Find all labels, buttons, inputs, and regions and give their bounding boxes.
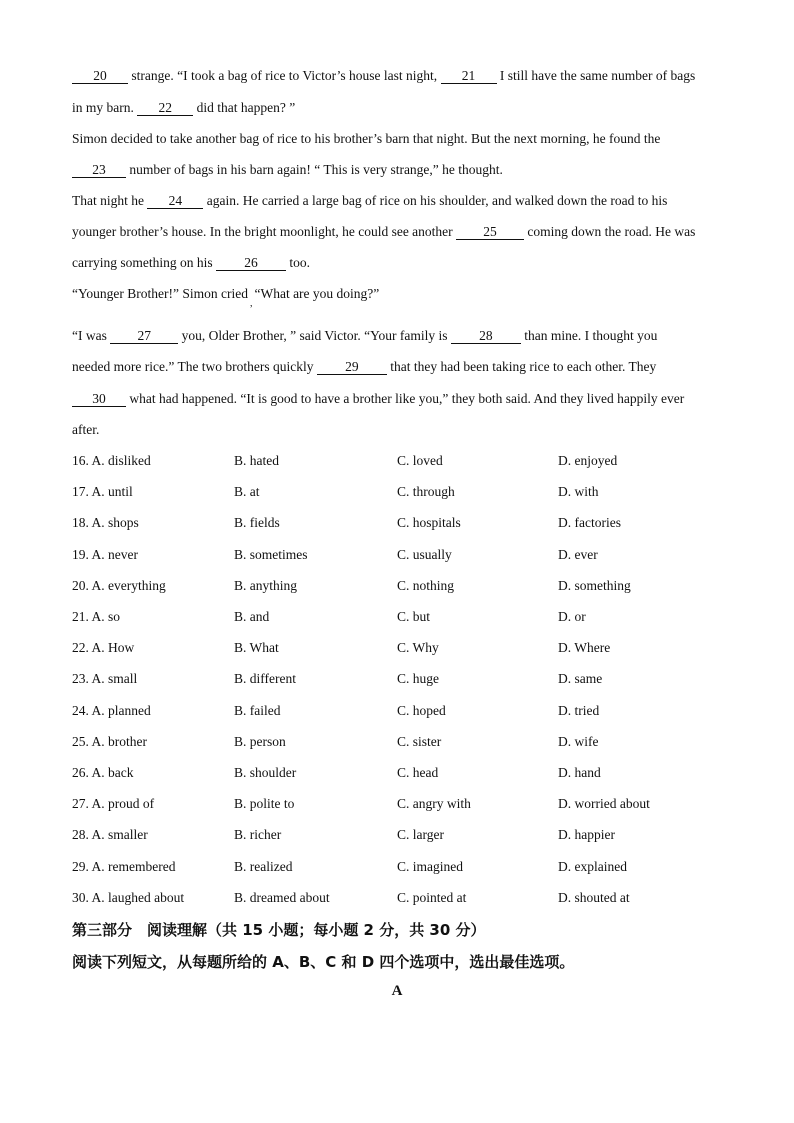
passage-line: “Younger Brother!” Simon cried$_,$“What are you doing?”: [72, 286, 380, 309]
passage-line: in my barn. 22 did that happen? ”: [72, 100, 296, 115]
option-d[interactable]: D. with: [558, 484, 599, 500]
option-b[interactable]: B. hated: [234, 453, 279, 468]
option-a[interactable]: 29. A. remembered: [72, 858, 176, 874]
option-b[interactable]: B. different: [234, 671, 296, 687]
question-number: 28.: [72, 827, 89, 843]
question-number: 16.: [72, 453, 89, 468]
blank-22[interactable]: 22: [137, 101, 193, 116]
passage-line: 20 strange. “I took a bag of rice to Victor’s house last night, 21 I still have the same number of bags: [72, 68, 695, 84]
option-c[interactable]: C. hospitals: [397, 515, 461, 531]
option-d[interactable]: D. hand: [558, 765, 601, 780]
option-d[interactable]: D. tried: [558, 702, 600, 718]
question-number: 26.: [72, 765, 89, 780]
question-number: 18.: [72, 515, 89, 531]
option-d[interactable]: D. wife: [558, 733, 599, 749]
section-heading: 第三部分 阅读理解（共 15 小题；每小题 2 分，共 30 分）: [72, 921, 486, 939]
option-d[interactable]: D. enjoyed: [558, 453, 618, 468]
option-a[interactable]: 16. A. disliked: [72, 453, 151, 468]
option-c[interactable]: C. head: [397, 765, 439, 780]
option-a[interactable]: 23. A. small: [72, 671, 138, 687]
option-a[interactable]: 19. A. never: [72, 546, 138, 562]
blank-28[interactable]: 28: [451, 329, 521, 344]
option-b[interactable]: B. anything: [234, 577, 297, 593]
option-d[interactable]: D. factories: [558, 515, 621, 531]
question-number: 24.: [72, 702, 89, 718]
option-d[interactable]: D. or: [558, 609, 586, 624]
option-c[interactable]: C. usually: [397, 546, 452, 562]
question-number: 21.: [72, 609, 89, 624]
option-c[interactable]: C. but: [397, 609, 431, 624]
option-b[interactable]: B. What: [234, 640, 279, 656]
option-b[interactable]: B. and: [234, 609, 270, 624]
option-c[interactable]: C. hoped: [397, 702, 446, 718]
passage-line: “I was 27 you, Older Brother, ” said Victor. “Your family is 28 than mine. I thought you: [72, 328, 658, 343]
option-a[interactable]: 20. A. everything: [72, 577, 166, 593]
option-a[interactable]: 17. A. until: [72, 484, 133, 500]
passage-line: younger brother’s house. In the bright moonlight, he could see another 25 coming down the road. He was: [72, 224, 696, 239]
question-number: 23.: [72, 671, 89, 687]
blank-21[interactable]: 21: [441, 69, 497, 84]
passage-line: needed more rice.” The two brothers quickly 29 that they had been taking rice to each other. They: [72, 359, 657, 374]
passage-line: That night he 24 again. He carried a large bag of rice on his shoulder, and walked down the road to his: [72, 193, 668, 208]
question-number: 17.: [72, 484, 89, 500]
option-d[interactable]: D. same: [558, 671, 603, 687]
section-instruction: 阅读下列短文，从每题所给的 A、B、C 和 D 四个选项中，选出最佳选项。: [72, 953, 575, 971]
option-a[interactable]: 21. A. so: [72, 609, 121, 624]
option-d[interactable]: D. worried about: [558, 796, 650, 812]
option-c[interactable]: C. pointed at: [397, 889, 467, 905]
option-c[interactable]: C. nothing: [397, 577, 455, 593]
question-number: 30.: [72, 889, 89, 905]
question-number: 20.: [72, 577, 89, 593]
passage-line: carrying something on his 26 too.: [72, 255, 310, 270]
blank-27[interactable]: 27: [110, 329, 178, 344]
option-b[interactable]: B. realized: [234, 858, 293, 874]
option-c[interactable]: C. loved: [397, 453, 443, 468]
option-b[interactable]: B. fields: [234, 515, 280, 531]
passage-label: A: [391, 983, 403, 999]
option-c[interactable]: C. Why: [397, 640, 439, 656]
passage-line: 30 what had happened. “It is good to have a brother like you,” they both said. And they lived happily ever: [72, 391, 684, 407]
option-a[interactable]: 22. A. How: [72, 640, 135, 656]
option-b[interactable]: B. person: [234, 733, 286, 749]
option-c[interactable]: C. larger: [397, 827, 444, 843]
blank-23[interactable]: 23: [72, 163, 126, 178]
option-b[interactable]: B. sometimes: [234, 546, 308, 562]
option-c[interactable]: C. imagined: [397, 858, 463, 874]
blank-29[interactable]: 29: [317, 360, 387, 375]
option-b[interactable]: B. polite to: [234, 796, 295, 812]
option-c[interactable]: C. through: [397, 484, 455, 500]
passage-line: 23 number of bags in his barn again! “ This is very strange,” he thought.: [72, 162, 503, 178]
option-d[interactable]: D. happier: [558, 827, 615, 843]
passage-line: Simon decided to take another bag of rice to his brother’s barn that night. But the next morning, he found the: [72, 131, 661, 146]
option-c[interactable]: C. sister: [397, 733, 442, 749]
option-b[interactable]: B. shoulder: [234, 765, 297, 780]
question-number: 22.: [72, 640, 89, 656]
question-number: 19.: [72, 546, 89, 562]
option-a[interactable]: 28. A. smaller: [72, 827, 148, 843]
option-a[interactable]: 24. A. planned: [72, 702, 151, 718]
option-b[interactable]: B. dreamed about: [234, 889, 330, 905]
blank-26[interactable]: 26: [216, 256, 286, 271]
passage-line: after.: [72, 422, 100, 437]
option-a[interactable]: 26. A. back: [72, 765, 134, 780]
blank-20[interactable]: 20: [72, 69, 128, 84]
question-number: 25.: [72, 733, 89, 749]
option-d[interactable]: D. shouted at: [558, 889, 630, 905]
option-d[interactable]: D. explained: [558, 858, 627, 874]
option-c[interactable]: C. huge: [397, 671, 439, 687]
option-d[interactable]: D. Where: [558, 640, 611, 656]
option-d[interactable]: D. something: [558, 577, 631, 593]
option-a[interactable]: 30. A. laughed about: [72, 889, 185, 905]
blank-25[interactable]: 25: [456, 225, 524, 240]
option-a[interactable]: 18. A. shops: [72, 515, 139, 531]
option-d[interactable]: D. ever: [558, 546, 598, 562]
option-b[interactable]: B. at: [234, 484, 260, 500]
option-a[interactable]: 25. A. brother: [72, 733, 147, 749]
blank-24[interactable]: 24: [147, 194, 203, 209]
option-c[interactable]: C. angry with: [397, 796, 471, 812]
question-number: 29.: [72, 858, 89, 874]
question-number: 27.: [72, 796, 89, 812]
blank-30[interactable]: 30: [72, 392, 126, 407]
option-b[interactable]: B. richer: [234, 827, 282, 843]
option-b[interactable]: B. failed: [234, 702, 281, 718]
option-a[interactable]: 27. A. proud of: [72, 796, 155, 812]
